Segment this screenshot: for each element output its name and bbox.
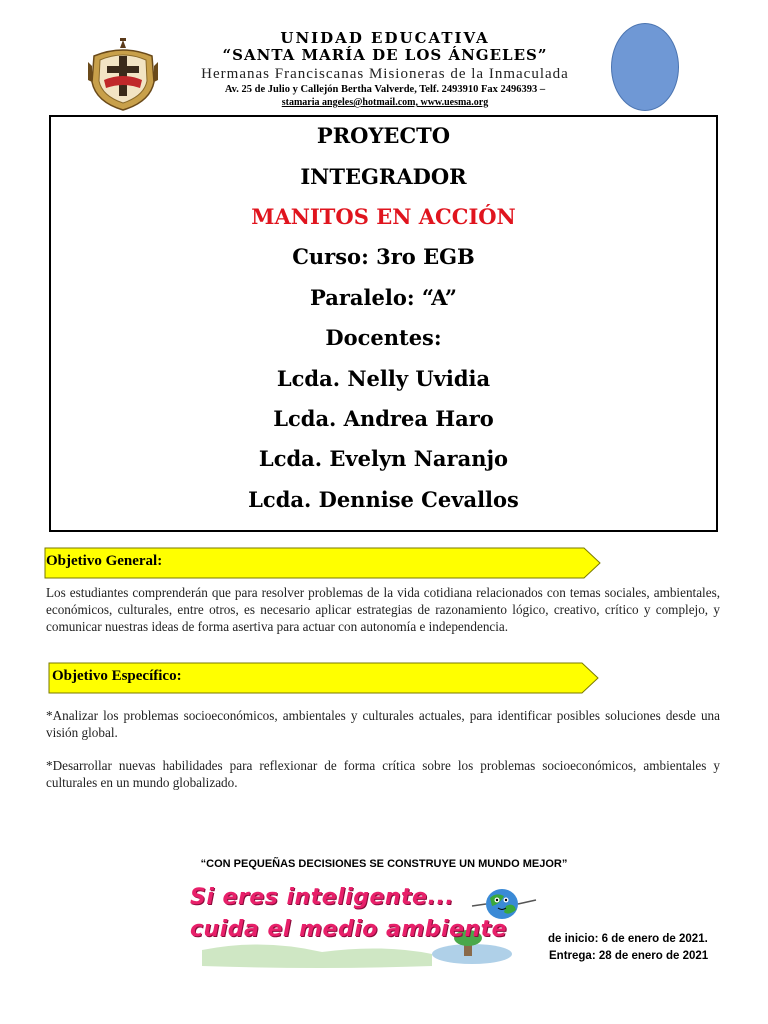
congregation-name: Hermanas Franciscanas Misioneras de la Inmaculada [201, 66, 569, 82]
general-objective-title: Objetivo General: [46, 553, 163, 569]
motto-quote: “CON PEQUEÑAS DECISIONES SE CONSTRUYE UN MUNDO MEJOR” [200, 858, 568, 870]
school-name-line1: UNIDAD EDUCATIVA [280, 29, 490, 47]
teacher-name: Lcda. Dennise Cevallos [248, 487, 519, 512]
specific-objective-text-2: *Desarrollar nuevas habilidades para reflexionar de forma crítica sobre los problemas socioeconómicos, ambientales y culturales en un mundo globalizado. [46, 758, 720, 790]
general-objective-text: Los estudiantes comprenderán que para resolver problemas de la vida cotidiana relacionados con temas sociales, ambientales, económicos, culturales, entre otros, es necesario aplicar estrategias de razonamiento lógico, creativo, crítico y complejo, y comunicar nuestras ideas de forma asertiva para actuar con autonomía e independencia. [46, 585, 720, 634]
teacher-name: Lcda. Nelly Uvidia [276, 366, 491, 391]
school-contact: stamaria angeles@hotmail.com, www.uesma.org [281, 97, 489, 108]
project-title-box [49, 115, 718, 532]
specific-objective-title: Objetivo Específico: [52, 668, 182, 684]
specific-objective-header [48, 662, 600, 694]
course-line: Curso: 3ro EGB [292, 244, 475, 269]
banner-text-line2: cuida el medio ambiente [190, 917, 508, 942]
start-date: de inicio: 6 de enero de 2021. [548, 933, 708, 945]
school-address: Av. 25 de Julio y Callejón Bertha Valverde, Telf. 2493910 Fax 2496393 – [224, 84, 546, 95]
teachers-heading: Docentes: [325, 325, 442, 350]
project-name: MANITOS EN ACCIÓN [251, 204, 516, 229]
teacher-name: Lcda. Andrea Haro [273, 406, 494, 431]
delivery-date: Entrega: 28 de enero de 2021 [549, 950, 709, 962]
school-name-line2: “SANTA MARÍA DE LOS ÁNGELES” [222, 46, 548, 64]
title-line-integrator: INTEGRADOR [300, 164, 467, 189]
general-objective-header [44, 547, 602, 579]
specific-objective-text-1: *Analizar los problemas socioeconómicos, ambientales y culturales actuales, para identificar posibles soluciones desde una visión global. [46, 708, 720, 740]
title-line-project: PROYECTO [316, 123, 451, 148]
teacher-name: Lcda. Evelyn Naranjo [258, 446, 509, 471]
parallel-line: Paralelo: “A” [310, 285, 457, 310]
banner-text-line1: Si eres inteligente... [190, 885, 455, 910]
blue-oval-shape [611, 23, 679, 111]
